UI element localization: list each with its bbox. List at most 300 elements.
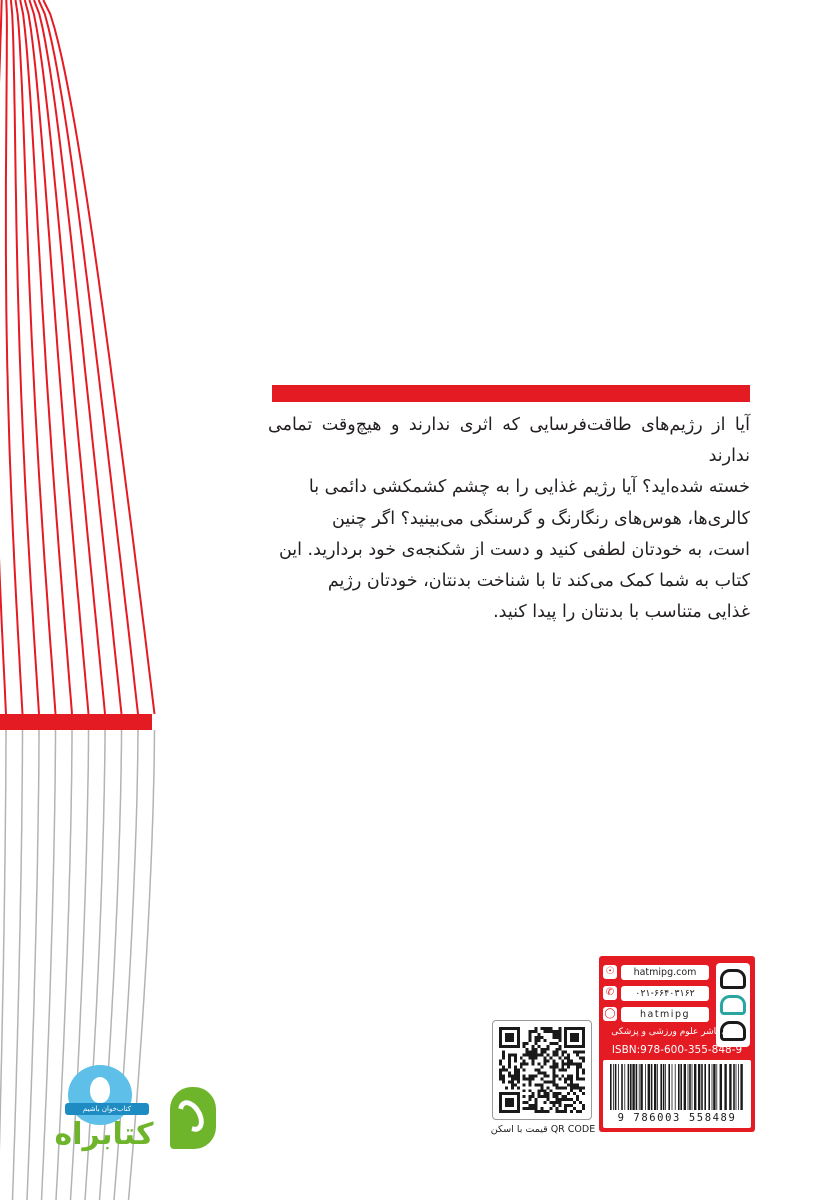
qr-module — [502, 1051, 505, 1054]
qr-module — [535, 1027, 538, 1030]
qr-module — [555, 1048, 558, 1051]
qr-module — [573, 1107, 576, 1110]
qr-module — [517, 1086, 520, 1089]
qr-module — [529, 1077, 532, 1080]
qr-pattern — [499, 1027, 585, 1113]
qr-module — [552, 1033, 555, 1036]
qr-module — [558, 1033, 561, 1036]
decorative-line-pattern — [0, 0, 160, 1200]
qr-module — [541, 1083, 544, 1086]
qr-module — [529, 1089, 532, 1092]
qr-module — [523, 1054, 526, 1057]
mascot-badge-icon — [68, 1065, 132, 1125]
qr-module — [564, 1098, 567, 1101]
qr-module — [532, 1092, 535, 1095]
qr-module — [529, 1054, 532, 1057]
qr-module — [561, 1060, 564, 1063]
qr-module — [517, 1071, 520, 1074]
qr-module — [576, 1069, 579, 1072]
qr-module — [511, 1054, 514, 1057]
blurb-line: کالری‌ها، هوس‌های رنگارنگ و گرسنگی می‌بینید؟ اگر چنین — [331, 508, 750, 529]
qr-module — [541, 1048, 544, 1051]
qr-module — [538, 1069, 541, 1072]
qr-module — [523, 1074, 526, 1077]
qr-module — [552, 1069, 555, 1072]
qr-module — [558, 1092, 561, 1095]
qr-module — [552, 1095, 555, 1098]
ketabrah-logo-icon — [170, 1087, 216, 1149]
qr-module — [532, 1104, 535, 1107]
publisher-subtitle: حتمی ناشر علوم ورزشی و پزشکی — [611, 1027, 743, 1037]
qr-module — [552, 1066, 555, 1069]
qr-module — [532, 1057, 535, 1060]
qr-module — [561, 1051, 564, 1054]
qr-module — [538, 1045, 541, 1048]
red-divider-stripe — [0, 714, 152, 730]
qr-module — [529, 1074, 532, 1077]
qr-module — [514, 1077, 517, 1080]
barcode-bar — [729, 1064, 731, 1110]
qr-module — [558, 1057, 561, 1060]
qr-module — [529, 1104, 532, 1107]
barcode-bar — [701, 1064, 703, 1110]
barcode-bar — [704, 1064, 706, 1110]
qr-module — [576, 1077, 579, 1080]
qr-module — [579, 1063, 582, 1066]
qr-module — [532, 1048, 535, 1051]
qr-module — [558, 1101, 561, 1104]
qr-module — [561, 1066, 564, 1069]
watermark-brand: کتابراه — [54, 1117, 154, 1152]
qr-module — [570, 1086, 573, 1089]
qr-finder — [570, 1033, 579, 1042]
qr-module — [526, 1101, 529, 1104]
qr-module — [558, 1104, 561, 1107]
qr-module — [535, 1057, 538, 1060]
qr-module — [538, 1095, 541, 1098]
qr-module — [549, 1101, 552, 1104]
qr-module — [541, 1110, 544, 1113]
qr-module — [543, 1051, 546, 1054]
qr-module — [526, 1051, 529, 1054]
barcode-bar — [618, 1064, 619, 1110]
qr-module — [564, 1086, 567, 1089]
qr-module — [555, 1036, 558, 1039]
qr-module — [552, 1104, 555, 1107]
qr-module — [582, 1092, 585, 1095]
qr-module — [511, 1080, 514, 1083]
qr-module — [546, 1080, 549, 1083]
qr-module — [576, 1086, 579, 1089]
qr-module — [514, 1074, 517, 1077]
blurb-line: غذایی متناسب با بدنتان را پیدا کنید. — [493, 602, 750, 623]
instagram-row — [603, 1005, 709, 1023]
qr-module — [532, 1045, 535, 1048]
qr-module — [573, 1051, 576, 1054]
qr-module — [573, 1083, 576, 1086]
qr-module — [558, 1048, 561, 1051]
qr-module — [523, 1042, 526, 1045]
qr-module — [538, 1083, 541, 1086]
qr-module — [499, 1069, 502, 1072]
qr-module — [526, 1054, 529, 1057]
qr-module — [567, 1066, 570, 1069]
qr-module — [529, 1080, 532, 1083]
qr-module — [502, 1074, 505, 1077]
qr-module — [538, 1071, 541, 1074]
qr-module — [564, 1095, 567, 1098]
qr-module — [529, 1107, 532, 1110]
qr-module — [514, 1060, 517, 1063]
barcode-bar — [716, 1064, 717, 1110]
qr-module — [532, 1051, 535, 1054]
qr-module — [523, 1060, 526, 1063]
globe-icon: ☉ — [603, 965, 617, 979]
barcode-bar — [660, 1064, 662, 1110]
red-curve-line — [29, 0, 105, 714]
qr-module — [582, 1069, 585, 1072]
qr-module — [543, 1063, 546, 1066]
qr-module — [558, 1027, 561, 1030]
qr-module — [567, 1074, 570, 1077]
qr-module — [520, 1066, 523, 1069]
qr-module — [561, 1095, 564, 1098]
qr-module — [514, 1066, 517, 1069]
qr-module — [505, 1086, 508, 1089]
qr-module — [543, 1048, 546, 1051]
qr-module — [543, 1095, 546, 1098]
qr-module — [543, 1071, 546, 1074]
qr-module — [541, 1077, 544, 1080]
qr-module — [508, 1060, 511, 1063]
qr-module — [523, 1095, 526, 1098]
qr-module — [532, 1107, 535, 1110]
qr-module — [543, 1027, 546, 1030]
qr-module — [514, 1071, 517, 1074]
qr-module — [535, 1030, 538, 1033]
barcode-bar — [624, 1064, 625, 1110]
qr-module — [526, 1077, 529, 1080]
barcode-bar — [724, 1064, 726, 1110]
qr-module — [511, 1086, 514, 1089]
qr-module — [508, 1080, 511, 1083]
barcode — [603, 1060, 751, 1128]
back-cover-blurb — [268, 410, 750, 628]
qr-module — [579, 1110, 582, 1113]
qr-module — [499, 1060, 502, 1063]
qr-module — [523, 1063, 526, 1066]
qr-module — [576, 1095, 579, 1098]
qr-module — [555, 1054, 558, 1057]
qr-module — [549, 1080, 552, 1083]
qr-module — [561, 1086, 564, 1089]
qr-module — [546, 1086, 549, 1089]
barcode-bar — [675, 1064, 676, 1110]
qr-module — [523, 1045, 526, 1048]
instagram-text: hatmipg — [621, 1007, 709, 1022]
qr-module — [535, 1069, 538, 1072]
qr-module — [570, 1077, 573, 1080]
qr-module — [517, 1077, 520, 1080]
qr-module — [567, 1077, 570, 1080]
qr-module — [561, 1054, 564, 1057]
qr-module — [549, 1107, 552, 1110]
qr-code — [492, 1020, 592, 1120]
blurb-line: است، به خودتان لطفی کنید و دست از شکنجه‌ی خود بردارید. این — [278, 539, 750, 560]
qr-module — [541, 1027, 544, 1030]
red-curve-line — [39, 0, 138, 714]
qr-module — [576, 1066, 579, 1069]
qr-module — [520, 1063, 523, 1066]
qr-module — [549, 1042, 552, 1045]
barcode-bar — [621, 1064, 623, 1110]
qr-module — [543, 1110, 546, 1113]
qr-module — [570, 1098, 573, 1101]
qr-module — [526, 1107, 529, 1110]
qr-module — [514, 1083, 517, 1086]
qr-module — [564, 1051, 567, 1054]
barcode-bar — [648, 1064, 650, 1110]
qr-module — [511, 1077, 514, 1080]
qr-module — [558, 1086, 561, 1089]
qr-module — [558, 1098, 561, 1101]
barcode-bar — [740, 1064, 742, 1110]
qr-module — [535, 1083, 538, 1086]
qr-module — [570, 1089, 573, 1092]
qr-module — [555, 1066, 558, 1069]
qr-module — [502, 1057, 505, 1060]
qr-module — [546, 1074, 549, 1077]
qr-module — [555, 1086, 558, 1089]
qr-module — [552, 1036, 555, 1039]
qr-module — [558, 1036, 561, 1039]
barcode-bar — [630, 1064, 632, 1110]
barcode-bar — [712, 1064, 713, 1110]
qr-module — [558, 1077, 561, 1080]
qr-module — [546, 1030, 549, 1033]
barcode-bars — [610, 1064, 744, 1110]
qr-module — [555, 1042, 558, 1045]
qr-module — [582, 1104, 585, 1107]
qr-module — [499, 1071, 502, 1074]
qr-module — [567, 1060, 570, 1063]
red-curve-line — [25, 0, 89, 714]
qr-module — [543, 1089, 546, 1092]
qr-module — [555, 1107, 558, 1110]
instagram-icon: ◯ — [604, 1008, 616, 1019]
qr-module — [549, 1066, 552, 1069]
qr-module — [582, 1077, 585, 1080]
qr-module — [541, 1066, 544, 1069]
qr-module — [552, 1080, 555, 1083]
barcode-bar — [713, 1064, 715, 1110]
qr-module — [529, 1036, 532, 1039]
qr-module — [558, 1110, 561, 1113]
qr-module — [576, 1063, 579, 1066]
barcode-bar — [636, 1064, 638, 1110]
qr-module — [552, 1077, 555, 1080]
phone-icon: ✆ — [603, 986, 617, 1000]
barcode-bar — [708, 1064, 710, 1110]
qr-module — [576, 1051, 579, 1054]
qr-module — [529, 1039, 532, 1042]
qr-module — [582, 1107, 585, 1110]
qr-module — [573, 1092, 576, 1095]
qr-module — [511, 1083, 514, 1086]
qr-module — [543, 1074, 546, 1077]
qr-module — [508, 1074, 511, 1077]
barcode-bar — [663, 1064, 665, 1110]
qr-module — [576, 1110, 579, 1113]
qr-module — [543, 1057, 546, 1060]
qr-module — [582, 1071, 585, 1074]
barcode-bar — [698, 1064, 700, 1110]
qr-module — [529, 1083, 532, 1086]
blurb-line: آیا از رژیم‌های طاقت‌فرسایی که اثری ندارند و هیچ‌وقت تمامی ندارند — [268, 415, 750, 467]
barcode-bar — [668, 1064, 670, 1110]
qr-module — [538, 1036, 541, 1039]
qr-module — [514, 1069, 517, 1072]
qr-module — [573, 1101, 576, 1104]
qr-module — [552, 1101, 555, 1104]
qr-finder — [505, 1098, 514, 1107]
barcode-bar — [657, 1064, 658, 1110]
isbn-text: ISBN:978-600-355-848-9 — [611, 1044, 743, 1056]
qr-module — [564, 1107, 567, 1110]
qr-module — [555, 1074, 558, 1077]
qr-module — [570, 1060, 573, 1063]
qr-module — [552, 1071, 555, 1074]
qr-module — [549, 1030, 552, 1033]
barcode-bar — [689, 1064, 691, 1110]
qr-module — [552, 1074, 555, 1077]
qr-module — [552, 1092, 555, 1095]
qr-module — [543, 1060, 546, 1063]
qr-module — [582, 1060, 585, 1063]
qr-module — [552, 1083, 555, 1086]
qr-module — [520, 1057, 523, 1060]
qr-module — [564, 1063, 567, 1066]
qr-module — [508, 1054, 511, 1057]
qr-module — [555, 1063, 558, 1066]
qr-module — [552, 1054, 555, 1057]
qr-module — [576, 1054, 579, 1057]
qr-module — [523, 1101, 526, 1104]
qr-module — [570, 1104, 573, 1107]
qr-module — [541, 1071, 544, 1074]
qr-module — [564, 1077, 567, 1080]
qr-module — [502, 1069, 505, 1072]
qr-module — [508, 1071, 511, 1074]
qr-module — [535, 1110, 538, 1113]
qr-module — [529, 1051, 532, 1054]
qr-module — [535, 1048, 538, 1051]
qr-module — [570, 1074, 573, 1077]
qr-module — [514, 1054, 517, 1057]
qr-module — [538, 1054, 541, 1057]
barcode-bar — [651, 1064, 653, 1110]
barcode-bar — [628, 1064, 630, 1110]
qr-module — [529, 1030, 532, 1033]
qr-module — [582, 1051, 585, 1054]
qr-module — [579, 1086, 582, 1089]
qr-module — [538, 1110, 541, 1113]
qr-module — [532, 1077, 535, 1080]
qr-module — [543, 1092, 546, 1095]
qr-module — [543, 1080, 546, 1083]
qr-module — [511, 1074, 514, 1077]
qr-module — [546, 1054, 549, 1057]
blurb-line: کتاب به شما کمک می‌کند تا با شناخت بدنتان، خودتان رژیم — [327, 571, 750, 592]
qr-module — [535, 1036, 538, 1039]
qr-module — [535, 1098, 538, 1101]
qr-module — [541, 1054, 544, 1057]
barcode-bar — [694, 1064, 696, 1110]
qr-module — [561, 1074, 564, 1077]
red-curve-line — [16, 0, 56, 714]
barcode-bar — [678, 1064, 680, 1110]
qr-module — [558, 1030, 561, 1033]
qr-module — [552, 1042, 555, 1045]
qr-module — [570, 1083, 573, 1086]
qr-module — [549, 1057, 552, 1060]
blurb-top-bar — [272, 385, 750, 402]
qr-module — [541, 1095, 544, 1098]
qr-module — [541, 1051, 544, 1054]
qr-module — [535, 1104, 538, 1107]
barcode-bar — [645, 1064, 646, 1110]
qr-caption: قیمت با اسکن QR CODE — [490, 1124, 596, 1135]
qr-module — [561, 1069, 564, 1072]
qr-module — [541, 1036, 544, 1039]
qr-module — [567, 1092, 570, 1095]
qr-module — [523, 1083, 526, 1086]
qr-module — [532, 1074, 535, 1077]
qr-module — [576, 1071, 579, 1074]
qr-module — [523, 1089, 526, 1092]
qr-module — [582, 1057, 585, 1060]
qr-module — [555, 1051, 558, 1054]
barcode-bar — [672, 1064, 673, 1110]
qr-module — [505, 1069, 508, 1072]
qr-module — [526, 1042, 529, 1045]
qr-module — [549, 1027, 552, 1030]
barcode-bar — [733, 1064, 735, 1110]
qr-module — [532, 1030, 535, 1033]
qr-module — [555, 1092, 558, 1095]
qr-module — [564, 1104, 567, 1107]
qr-module — [552, 1051, 555, 1054]
qr-module — [561, 1098, 564, 1101]
qr-module — [535, 1101, 538, 1104]
barcode-bar — [665, 1064, 666, 1110]
red-curve-line — [43, 0, 154, 714]
qr-module — [579, 1051, 582, 1054]
qr-module — [508, 1063, 511, 1066]
qr-module — [573, 1063, 576, 1066]
qr-module — [538, 1089, 541, 1092]
qr-module — [532, 1054, 535, 1057]
phone-row — [603, 984, 709, 1002]
barcode-bar — [610, 1064, 612, 1110]
qr-module — [538, 1033, 541, 1036]
qr-module — [529, 1057, 532, 1060]
qr-module — [532, 1095, 535, 1098]
qr-module — [564, 1057, 567, 1060]
red-curve-line — [0, 0, 6, 714]
qr-module — [526, 1063, 529, 1066]
barcode-bar — [692, 1064, 693, 1110]
